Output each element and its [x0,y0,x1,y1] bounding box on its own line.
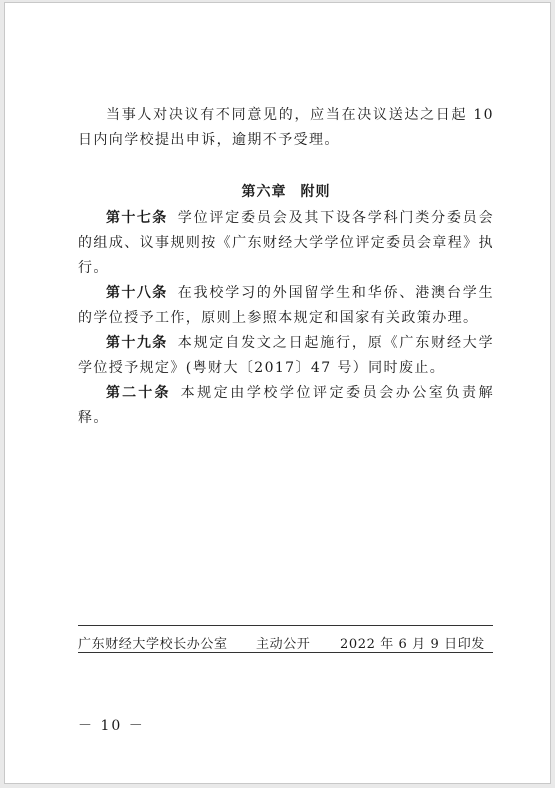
article-text: 本规定自发文之日起施行，原《广东财经大学学位授予规定》(粤财大〔2017〕47 号）同时废止。 [78,335,495,376]
appeal-paragraph: 当事人对决议有不同意见的，应当在决议送达之日起 10 日内向学校提出申诉，逾期不予受理。 [78,107,494,148]
footer-top-divider [78,625,493,626]
chapter-heading [78,181,494,201]
article-number: 第十八条 [106,285,168,301]
article-20 [78,381,494,431]
article-text: 学位评定委员会及其下设各学科门类分委员会的组成、议事规则按《广东财经大学学位评定委员会章程》执行。 [78,210,495,276]
article-text: 在我校学习的外国留学生和华侨、港澳台学生的学位授予工作，原则上参照本规定和国家有关政策办理。 [78,285,495,326]
article-text: 本规定由学校学位评定委员会办公室负责解释。 [78,385,494,426]
issuance-footer [78,633,493,652]
footer-bottom-divider [78,652,493,653]
appeal-paragraph-block [78,103,494,153]
issue-date: 2022 年 6 月 9 日印发 [340,637,485,652]
article-number: 第十七条 [106,210,168,226]
chapter-number: 第六章 [241,184,287,200]
article-19 [78,331,494,381]
issuing-office: 广东财经大学校长办公室 [78,637,228,652]
article-number: 第十九条 [106,335,168,351]
articles-block [78,206,494,431]
chapter-title: 附则 [300,184,331,200]
disclosure-status: 主动公开 [256,637,311,652]
article-18 [78,281,494,331]
article-17 [78,206,494,281]
page-number: － 10 － [78,718,145,734]
document-page [4,2,551,784]
article-number: 第二十条 [106,385,171,401]
